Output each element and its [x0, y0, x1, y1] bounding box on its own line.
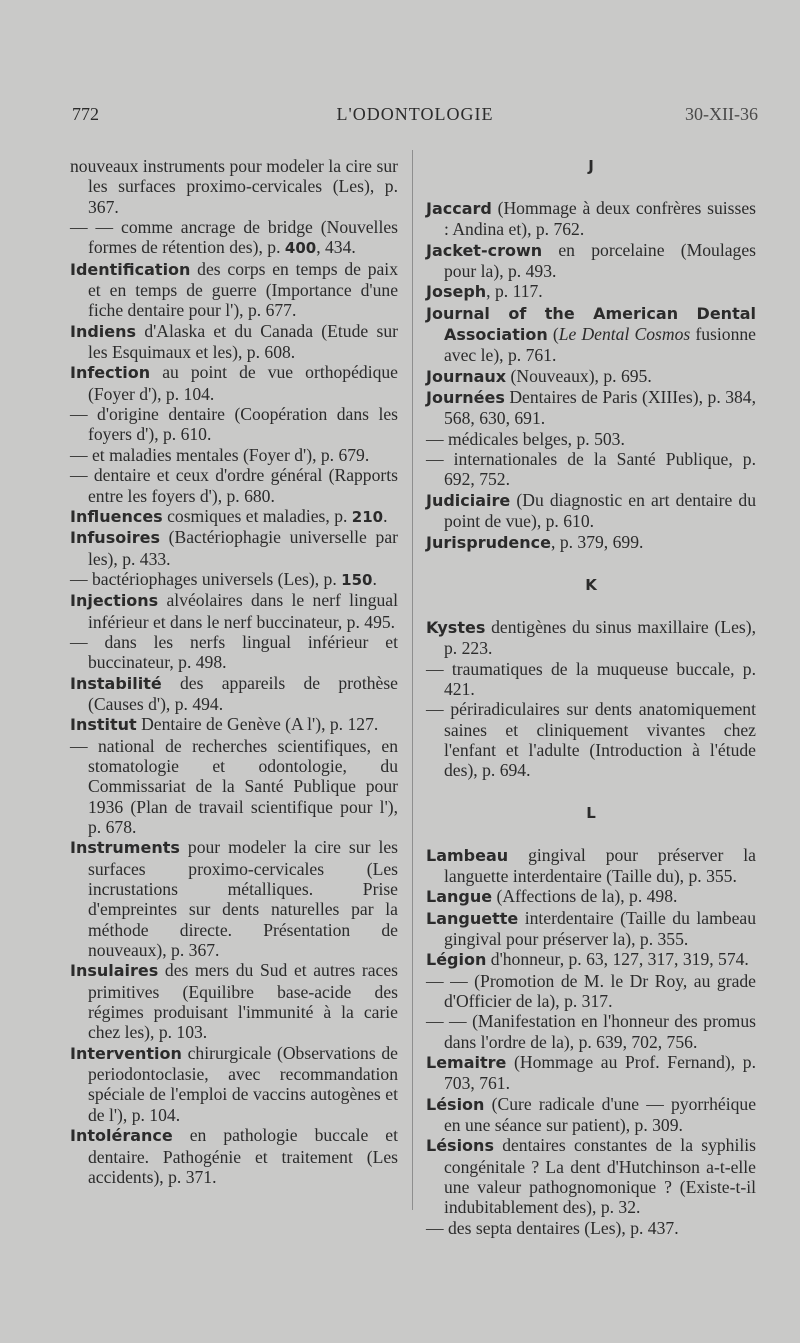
index-entry — [70, 960, 398, 1042]
entry-keyword: Jacket-crown — [426, 240, 543, 260]
entry-text: — dentaire et ceux d'ordre général (Rapports entre les foyers d'), p. 680. — [70, 465, 398, 506]
index-entry — [426, 449, 756, 490]
section-letter-j: J — [588, 157, 594, 175]
entry-bold-page: 150 — [341, 570, 373, 589]
entry-keyword: Journal of the American Dental Association — [426, 303, 756, 345]
entry-text: — — (Promotion de M. le Dr Roy, au grade d'Officier de la), p. 317. — [426, 970, 756, 1011]
index-entry — [426, 1135, 756, 1217]
index-entry — [70, 632, 398, 673]
index-entry — [426, 303, 756, 366]
index-entry — [70, 590, 398, 632]
entry-keyword: Kystes — [426, 617, 486, 637]
entry-text: — bactériophages universels (Les), p. — [70, 568, 342, 589]
entry-text: (Affections de la), p. 498. — [492, 886, 678, 907]
index-entry — [426, 659, 756, 700]
section-letter-k: K — [585, 575, 597, 594]
entry-text: d'Alaska et du Canada (Etude sur les Esquimaux et les), p. 608. — [88, 320, 398, 363]
entry-text: ( — [547, 324, 559, 345]
entry-text-after: . — [372, 568, 377, 589]
entry-keyword: Infusoires — [70, 528, 160, 548]
index-entry — [70, 506, 398, 527]
index-entry — [426, 198, 756, 240]
entry-keyword: Instruments — [70, 838, 180, 858]
index-entry — [426, 699, 756, 780]
index-entry — [70, 321, 398, 363]
entry-text: au point de vue orthopédique (Foyer d'), p. 104. — [88, 362, 398, 404]
entry-text: , p. 379, 699. — [551, 531, 644, 552]
entry-text: — et maladies mentales (Foyer d'), p. 679. — [70, 444, 370, 465]
entry-keyword: Légion — [426, 950, 487, 970]
entry-bold-page: 210 — [351, 507, 384, 526]
index-entry — [70, 1043, 398, 1125]
entry-text: alvéolaires dans le nerf lingual inférieur et dans le nerf buccinateur, p. 495. — [88, 590, 398, 632]
entry-keyword: Injections — [70, 591, 159, 611]
entry-keyword: Indiens — [70, 321, 137, 341]
index-entry — [70, 837, 398, 960]
entry-text: en porcelaine (Moulages pour la), p. 493. — [444, 239, 756, 282]
entry-text: , p. 117. — [486, 281, 543, 302]
entry-text: — — comme ancrage de bridge (Nouvelles formes de rétention des), p. — [70, 217, 398, 258]
entry-keyword: Instabilité — [70, 673, 162, 693]
index-entry — [426, 1218, 756, 1238]
index-entry — [70, 362, 398, 404]
entry-text: en pathologie buccale et dentaire. Pathogénie et traitement (Les accidents), p. 371. — [88, 1125, 398, 1187]
running-header — [72, 104, 758, 128]
entry-text: (Hommage à deux confrères suisses : Andina et), p. 762. — [444, 198, 756, 240]
entry-text: (Bactériophagie universelle par les), p. 433. — [88, 527, 398, 569]
entry-text: chirurgicale (Observations de periodontoclasie, avec recommandation spéciale de l'emploi de vaccins autogènes et de l'), p. 104. — [88, 1042, 398, 1125]
entry-text: nouveaux instruments pour modeler la cire sur les surfaces proximo-cervicales (Les), p. 367. — [70, 156, 398, 217]
index-entry — [426, 845, 756, 887]
index-entry — [426, 429, 756, 449]
entry-text: des mers du Sud et autres races primitives (Equilibre base-acide des régimes produisant l'immunité à la carie chez les), p. 103. — [88, 960, 398, 1043]
entry-text: (Nouveaux), p. 695. — [506, 365, 652, 386]
index-entry — [70, 259, 398, 321]
entry-keyword: Infection — [70, 363, 151, 383]
entry-text: (Hommage au Prof. Fernand), p. 703, 761. — [444, 1052, 756, 1094]
entry-keyword: Insulaires — [70, 961, 159, 981]
entry-keyword: Langue — [426, 887, 493, 907]
entry-keyword: Lambeau — [426, 845, 509, 865]
index-entry — [70, 736, 398, 838]
section-l-entries — [426, 845, 756, 1239]
entry-text: interdentaire (Taille du lambeau gingival pour préserver la), p. 355. — [444, 907, 756, 949]
index-entry — [70, 714, 398, 735]
page-number: 772 — [72, 104, 99, 124]
entry-keyword: Languette — [426, 908, 519, 928]
index-entry — [70, 404, 398, 445]
entry-bold-page: 400 — [284, 239, 317, 258]
entry-text: dentigènes du sinus maxillaire (Les), p. 223. — [444, 616, 756, 659]
entry-text: pour modeler la cire sur les surfaces proximo-cervicales (Les incrustations métalliques. Prise d'empreintes sur dents naturelles par la méthode directe. Présentation de nouveaux), p. 367. — [88, 837, 398, 961]
entry-keyword: Identification — [70, 259, 191, 279]
section-k-entries — [426, 617, 756, 781]
entry-keyword: Intervention — [70, 1043, 182, 1063]
entry-text: Dentaires de Paris (XIIIes), p. 384, 568, 630, 691. — [444, 387, 756, 429]
entry-keyword: Journaux — [426, 366, 507, 386]
entry-text: des appareils de prothèse (Causes d'), p. 494. — [88, 672, 398, 714]
entry-text: d'honneur, p. 63, 127, 317, 319, 574. — [486, 949, 749, 970]
index-entry — [426, 532, 756, 553]
index-entry — [426, 886, 756, 907]
entry-keyword: Joseph — [426, 282, 487, 302]
entry-keyword: Judiciaire — [426, 490, 511, 510]
entry-italic: Le Dental Cosmos — [558, 324, 691, 345]
entry-text: (Cure radicale d'une — pyorrhéique en une séance sur patient), p. 309. — [444, 1093, 756, 1136]
index-entry — [426, 490, 756, 532]
entry-text: — traumatiques de la muqueuse buccale, p. 421. — [426, 658, 756, 699]
entry-keyword: Institut — [70, 715, 137, 735]
index-entry — [70, 465, 398, 506]
entry-keyword: Intolérance — [70, 1126, 173, 1146]
issue-date: 30-XII-36 — [685, 104, 758, 124]
section-j-entries — [426, 198, 756, 553]
entry-keyword: Lésion — [426, 1094, 485, 1114]
index-entry — [426, 387, 756, 429]
entry-text: Dentaire de Genève (A l'), p. 127. — [136, 714, 379, 735]
index-entry — [426, 971, 756, 1012]
entry-keyword: Journées — [426, 388, 505, 408]
entry-text: — — (Manifestation en l'honneur des promus dans l'ordre de la), p. 639, 702, 756. — [426, 1011, 756, 1052]
index-entry — [426, 1011, 756, 1052]
index-entry — [70, 673, 398, 715]
index-entry — [70, 527, 398, 569]
entry-text: cosmiques et maladies, p. — [162, 505, 352, 526]
entry-text: — national de recherches scientifiques, en stomatologie et odontologie, du Commissariat de la Santé Publique pour 1936 (Plan de travail scientifique pour l'), p. 678. — [70, 735, 398, 837]
entry-text: des corps en temps de paix et en temps de guerre (Importance d'une fiche dentaire pour l'), p. 677. — [88, 258, 398, 321]
index-entry — [426, 240, 756, 282]
entry-keyword: Jaccard — [426, 199, 492, 218]
index-entry — [426, 366, 756, 387]
entry-text: — médicales belges, p. 503. — [426, 428, 625, 449]
column-divider — [412, 150, 413, 1210]
section-letter-l: L — [586, 803, 596, 822]
entry-text: (Du diagnostic en art dentaire du point de vue), p. 610. — [444, 489, 756, 532]
entry-text: — des septa dentaires (Les), p. 437. — [426, 1217, 679, 1238]
index-entry — [70, 445, 398, 465]
index-entry — [70, 1125, 398, 1187]
entry-text: — d'origine dentaire (Coopération dans les foyers d'), p. 610. — [70, 404, 398, 445]
entry-text-after: fusionne avec le), p. 761. — [444, 324, 756, 366]
entry-text: — dans les nerfs lingual inférieur et buccinateur, p. 498. — [70, 631, 398, 673]
entry-keyword: Jurisprudence — [426, 532, 552, 552]
entry-text-after: . — [383, 505, 388, 526]
entry-text: — périradiculaires sur dents anatomiquement saines et cliniquement vivantes chez l'enfant et l'adulte (Introduction à l'étude des), p. 694. — [426, 699, 756, 781]
index-entry — [70, 156, 398, 217]
index-entry — [426, 1094, 756, 1136]
index-entry — [426, 617, 756, 659]
entry-text-after: , 434. — [316, 237, 356, 258]
entry-keyword: Lemaitre — [426, 1053, 507, 1073]
index-entry — [426, 281, 756, 302]
entry-keyword: Lésions — [426, 1136, 494, 1156]
entry-text: dentaires constantes de la syphilis congénitale ? La dent d'Hutchinson a-t-elle une valeur pathognomonique ? (Existe-t-il indubitablement des), p. 32. — [444, 1135, 756, 1218]
right-column — [426, 156, 756, 1238]
entry-text: gingival pour préserver la languette interdentaire (Taille du), p. 355. — [444, 844, 756, 886]
index-entry — [70, 569, 398, 590]
left-column — [70, 156, 398, 1187]
index-entry — [426, 949, 756, 970]
entry-text: — internationales de la Santé Publique, p. 692, 752. — [426, 449, 756, 490]
index-entry — [426, 1052, 756, 1094]
index-entry — [426, 908, 756, 950]
entry-keyword: Influences — [70, 506, 163, 526]
index-entry — [70, 217, 398, 259]
journal-title: L'ODONTOLOGIE — [336, 104, 494, 124]
